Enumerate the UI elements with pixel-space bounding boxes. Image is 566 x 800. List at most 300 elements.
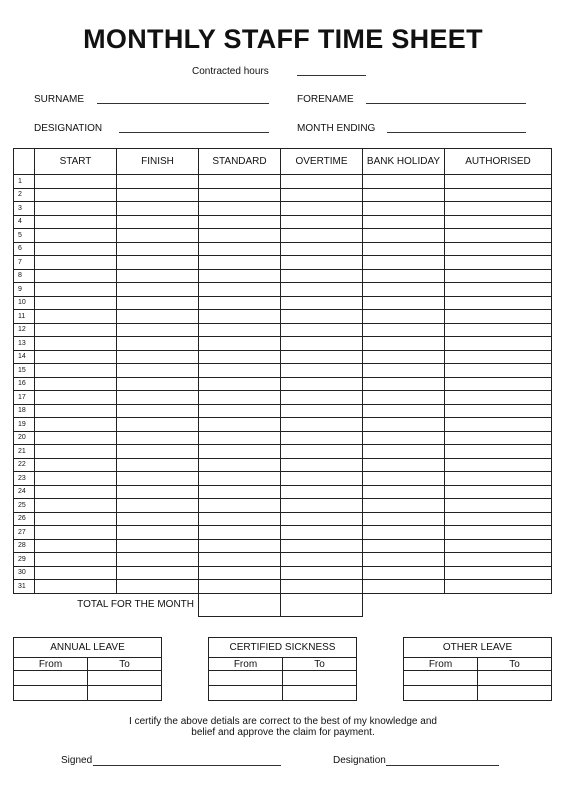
table-row [14,431,552,445]
day-number: 15 [14,364,35,378]
standard-cell[interactable] [199,215,281,229]
day-number: 12 [14,323,35,337]
finish-cell[interactable] [117,256,199,270]
table-row [14,242,552,256]
start-cell[interactable] [35,391,117,405]
start-cell[interactable] [35,472,117,486]
overtime-cell[interactable] [281,404,363,418]
table-row [14,229,552,243]
start-cell[interactable] [35,296,117,310]
standard-cell[interactable] [199,350,281,364]
finish-cell[interactable] [117,566,199,580]
table-row [14,499,552,513]
authorised-cell[interactable] [445,188,552,202]
start-cell[interactable] [35,512,117,526]
day-number: 1 [14,175,35,189]
table-row [14,377,552,391]
certification-text [0,716,566,738]
day-rows [14,175,552,594]
overtime-cell[interactable] [281,283,363,297]
table-row [14,364,552,378]
other-leave-from-label: From [404,658,478,671]
table-row [14,512,552,526]
table-row [14,539,552,553]
overtime-cell[interactable] [281,175,363,189]
authorised-cell[interactable] [445,458,552,472]
standard-cell[interactable] [199,458,281,472]
start-cell[interactable] [35,364,117,378]
bank-holiday-cell[interactable] [363,377,445,391]
standard-cell[interactable] [199,391,281,405]
standard-cell[interactable] [199,485,281,499]
total-row [14,593,552,616]
overtime-cell[interactable] [281,229,363,243]
table-row [14,188,552,202]
start-cell[interactable] [35,566,117,580]
table-row [14,350,552,364]
authorised-cell[interactable] [445,553,552,567]
standard-cell[interactable] [199,256,281,270]
table-row [14,580,552,594]
month-ending-field[interactable] [387,132,526,133]
authorised-cell[interactable] [445,337,552,351]
finish-cell[interactable] [117,391,199,405]
bank-holiday-cell[interactable] [363,566,445,580]
bank-holiday-cell[interactable] [363,472,445,486]
finish-cell[interactable] [117,188,199,202]
annual-leave-from-cell[interactable] [14,686,88,701]
column-header-overtime: OVERTIME [281,149,363,175]
annual-leave-to-cell[interactable] [88,686,162,701]
day-number: 30 [14,566,35,580]
annual-leave-to-cell[interactable] [88,671,162,686]
standard-cell[interactable] [199,296,281,310]
standard-cell[interactable] [199,364,281,378]
sickness-to-cell[interactable] [283,686,357,701]
column-header-start: START [35,149,117,175]
authorised-cell[interactable] [445,323,552,337]
overtime-cell[interactable] [281,242,363,256]
bank-holiday-cell[interactable] [363,580,445,594]
timesheet-table [13,148,552,617]
start-cell[interactable] [35,350,117,364]
day-number: 26 [14,512,35,526]
start-cell[interactable] [35,215,117,229]
start-cell[interactable] [35,458,117,472]
table-row [14,458,552,472]
start-cell[interactable] [35,175,117,189]
table-row [14,566,552,580]
finish-cell[interactable] [117,512,199,526]
finish-cell[interactable] [117,283,199,297]
column-header-authorised: AUTHORISED [445,149,552,175]
authorised-cell[interactable] [445,215,552,229]
bank-holiday-cell[interactable] [363,256,445,270]
standard-cell[interactable] [199,404,281,418]
finish-cell[interactable] [117,323,199,337]
finish-cell[interactable] [117,580,199,594]
sickness-to-label: To [283,658,357,671]
standard-cell[interactable] [199,242,281,256]
sickness-to-cell[interactable] [283,671,357,686]
finish-cell[interactable] [117,539,199,553]
overtime-cell[interactable] [281,296,363,310]
finish-cell[interactable] [117,229,199,243]
column-header-standard: STANDARD [199,149,281,175]
annual-leave-box [13,637,162,701]
overtime-cell[interactable] [281,445,363,459]
total-spacer [363,593,552,616]
finish-cell[interactable] [117,269,199,283]
annual-leave-from-cell[interactable] [14,671,88,686]
overtime-cell[interactable] [281,215,363,229]
authorised-cell[interactable] [445,202,552,216]
start-cell[interactable] [35,418,117,432]
forename-field[interactable] [366,103,526,104]
bank-holiday-cell[interactable] [363,229,445,243]
start-cell[interactable] [35,553,117,567]
start-cell[interactable] [35,242,117,256]
overtime-cell[interactable] [281,323,363,337]
day-number: 7 [14,256,35,270]
day-number: 21 [14,445,35,459]
authorised-cell[interactable] [445,580,552,594]
annual-leave-title: ANNUAL LEAVE [14,638,162,658]
bank-holiday-cell[interactable] [363,364,445,378]
authorised-cell[interactable] [445,499,552,513]
overtime-cell[interactable] [281,269,363,283]
bank-holiday-cell[interactable] [363,202,445,216]
standard-cell[interactable] [199,553,281,567]
standard-cell[interactable] [199,283,281,297]
authorised-cell[interactable] [445,350,552,364]
overtime-cell[interactable] [281,418,363,432]
standard-cell[interactable] [199,431,281,445]
other-leave-box [403,637,552,701]
start-cell[interactable] [35,377,117,391]
finish-cell[interactable] [117,404,199,418]
day-number: 27 [14,526,35,540]
standard-cell[interactable] [199,202,281,216]
finish-cell[interactable] [117,175,199,189]
column-header-bank-holiday: BANK HOLIDAY [363,149,445,175]
authorised-cell[interactable] [445,364,552,378]
standard-cell[interactable] [199,337,281,351]
table-row [14,215,552,229]
contracted-hours-field[interactable] [297,75,366,76]
bank-holiday-cell[interactable] [363,526,445,540]
bank-holiday-cell[interactable] [363,499,445,513]
day-number: 3 [14,202,35,216]
start-cell[interactable] [35,202,117,216]
bank-holiday-cell[interactable] [363,404,445,418]
day-number: 13 [14,337,35,351]
start-cell[interactable] [35,256,117,270]
standard-cell[interactable] [199,499,281,513]
day-number: 28 [14,539,35,553]
overtime-cell[interactable] [281,472,363,486]
overtime-cell[interactable] [281,431,363,445]
bank-holiday-cell[interactable] [363,445,445,459]
day-number: 25 [14,499,35,513]
footer-designation-field[interactable] [386,765,499,766]
bank-holiday-cell[interactable] [363,188,445,202]
bank-holiday-cell[interactable] [363,512,445,526]
bank-holiday-cell[interactable] [363,310,445,324]
finish-cell[interactable] [117,377,199,391]
page-title: MONTHLY STAFF TIME SHEET [83,24,483,54]
day-number: 23 [14,472,35,486]
table-row [14,485,552,499]
day-column-header [14,149,35,175]
table-row [14,445,552,459]
overtime-cell[interactable] [281,553,363,567]
standard-cell[interactable] [199,580,281,594]
overtime-cell[interactable] [281,539,363,553]
table-header-row [14,149,552,175]
authorised-cell[interactable] [445,296,552,310]
sickness-from-cell[interactable] [209,686,283,701]
start-cell[interactable] [35,188,117,202]
table-row [14,269,552,283]
authorised-cell[interactable] [445,431,552,445]
standard-cell[interactable] [199,323,281,337]
authorised-cell[interactable] [445,256,552,270]
total-overtime-cell[interactable] [281,593,363,616]
table-row [14,404,552,418]
authorised-cell[interactable] [445,512,552,526]
standard-cell[interactable] [199,310,281,324]
standard-cell[interactable] [199,526,281,540]
start-cell[interactable] [35,539,117,553]
sickness-from-label: From [209,658,283,671]
other-leave-from-cell[interactable] [404,686,478,701]
standard-cell[interactable] [199,566,281,580]
table-row [14,310,552,324]
day-number: 16 [14,377,35,391]
table-row [14,472,552,486]
table-row [14,418,552,432]
finish-cell[interactable] [117,337,199,351]
authorised-cell[interactable] [445,310,552,324]
overtime-cell[interactable] [281,512,363,526]
authorised-cell[interactable] [445,445,552,459]
standard-cell[interactable] [199,229,281,243]
standard-cell[interactable] [199,175,281,189]
day-number: 10 [14,296,35,310]
total-standard-cell[interactable] [199,593,281,616]
finish-cell[interactable] [117,350,199,364]
standard-cell[interactable] [199,418,281,432]
start-cell[interactable] [35,229,117,243]
finish-cell[interactable] [117,526,199,540]
start-cell[interactable] [35,323,117,337]
standard-cell[interactable] [199,269,281,283]
overtime-cell[interactable] [281,364,363,378]
table-row [14,256,552,270]
bank-holiday-cell[interactable] [363,175,445,189]
surname-field[interactable] [97,103,269,104]
standard-cell[interactable] [199,512,281,526]
standard-cell[interactable] [199,377,281,391]
finish-cell[interactable] [117,310,199,324]
start-cell[interactable] [35,337,117,351]
day-number: 17 [14,391,35,405]
signed-label: Signed [61,755,93,766]
standard-cell[interactable] [199,539,281,553]
bank-holiday-cell[interactable] [363,323,445,337]
certified-sickness-box [208,637,357,701]
authorised-cell[interactable] [445,242,552,256]
certified-sickness-title: CERTIFIED SICKNESS [209,638,357,658]
overtime-cell[interactable] [281,202,363,216]
bank-holiday-cell[interactable] [363,553,445,567]
authorised-cell[interactable] [445,269,552,283]
other-leave-to-cell[interactable] [478,671,552,686]
start-cell[interactable] [35,404,117,418]
column-header-finish: FINISH [117,149,199,175]
day-number: 18 [14,404,35,418]
certification-line-1: I certify the above detials are correct to the best of my knowledge and [129,716,437,727]
bank-holiday-cell[interactable] [363,269,445,283]
finish-cell[interactable] [117,472,199,486]
day-number: 11 [14,310,35,324]
overtime-cell[interactable] [281,526,363,540]
finish-cell[interactable] [117,296,199,310]
standard-cell[interactable] [199,445,281,459]
annual-leave-to-label: To [88,658,162,671]
authorised-cell[interactable] [445,485,552,499]
day-number: 19 [14,418,35,432]
bank-holiday-cell[interactable] [363,418,445,432]
start-cell[interactable] [35,485,117,499]
start-cell[interactable] [35,445,117,459]
start-cell[interactable] [35,526,117,540]
bank-holiday-cell[interactable] [363,350,445,364]
bank-holiday-cell[interactable] [363,431,445,445]
bank-holiday-cell[interactable] [363,539,445,553]
finish-cell[interactable] [117,499,199,513]
finish-cell[interactable] [117,418,199,432]
day-number: 2 [14,188,35,202]
finish-cell[interactable] [117,202,199,216]
authorised-cell[interactable] [445,418,552,432]
finish-cell[interactable] [117,553,199,567]
overtime-cell[interactable] [281,188,363,202]
overtime-cell[interactable] [281,391,363,405]
overtime-cell[interactable] [281,485,363,499]
finish-cell[interactable] [117,458,199,472]
bank-holiday-cell[interactable] [363,391,445,405]
overtime-cell[interactable] [281,310,363,324]
bank-holiday-cell[interactable] [363,296,445,310]
authorised-cell[interactable] [445,229,552,243]
day-number: 5 [14,229,35,243]
total-for-month-label: TOTAL FOR THE MONTH [14,593,199,616]
table-row [14,202,552,216]
authorised-cell[interactable] [445,391,552,405]
finish-cell[interactable] [117,431,199,445]
authorised-cell[interactable] [445,566,552,580]
table-row [14,175,552,189]
day-number: 24 [14,485,35,499]
authorised-cell[interactable] [445,472,552,486]
authorised-cell[interactable] [445,377,552,391]
finish-cell[interactable] [117,242,199,256]
overtime-cell[interactable] [281,377,363,391]
finish-cell[interactable] [117,445,199,459]
start-cell[interactable] [35,310,117,324]
table-row [14,391,552,405]
overtime-cell[interactable] [281,566,363,580]
bank-holiday-cell[interactable] [363,485,445,499]
table-row [14,323,552,337]
table-row [14,553,552,567]
overtime-cell[interactable] [281,458,363,472]
finish-cell[interactable] [117,215,199,229]
day-number: 31 [14,580,35,594]
authorised-cell[interactable] [445,175,552,189]
month-ending-label: MONTH ENDING [297,123,376,134]
signature-field[interactable] [93,765,281,766]
contracted-hours-label: Contracted hours [192,66,269,77]
overtime-cell[interactable] [281,337,363,351]
overtime-cell[interactable] [281,256,363,270]
table-row [14,337,552,351]
bank-holiday-cell[interactable] [363,215,445,229]
start-cell[interactable] [35,580,117,594]
sickness-from-cell[interactable] [209,671,283,686]
finish-cell[interactable] [117,364,199,378]
overtime-cell[interactable] [281,580,363,594]
day-number: 4 [14,215,35,229]
other-leave-to-label: To [478,658,552,671]
authorised-cell[interactable] [445,404,552,418]
table-row [14,296,552,310]
designation-field[interactable] [119,132,269,133]
footer-designation-label: Designation [333,755,386,766]
authorised-cell[interactable] [445,283,552,297]
table-row [14,283,552,297]
standard-cell[interactable] [199,472,281,486]
authorised-cell[interactable] [445,539,552,553]
day-number: 14 [14,350,35,364]
overtime-cell[interactable] [281,350,363,364]
start-cell[interactable] [35,283,117,297]
day-number: 6 [14,242,35,256]
bank-holiday-cell[interactable] [363,242,445,256]
annual-leave-from-label: From [14,658,88,671]
start-cell[interactable] [35,431,117,445]
other-leave-from-cell[interactable] [404,671,478,686]
bank-holiday-cell[interactable] [363,337,445,351]
day-number: 9 [14,283,35,297]
other-leave-to-cell[interactable] [478,686,552,701]
bank-holiday-cell[interactable] [363,458,445,472]
authorised-cell[interactable] [445,526,552,540]
other-leave-title: OTHER LEAVE [404,638,552,658]
start-cell[interactable] [35,499,117,513]
day-number: 29 [14,553,35,567]
bank-holiday-cell[interactable] [363,283,445,297]
finish-cell[interactable] [117,485,199,499]
overtime-cell[interactable] [281,499,363,513]
standard-cell[interactable] [199,188,281,202]
start-cell[interactable] [35,269,117,283]
surname-label: SURNAME [34,94,85,105]
day-number: 8 [14,269,35,283]
designation-label: DESIGNATION [34,123,103,134]
